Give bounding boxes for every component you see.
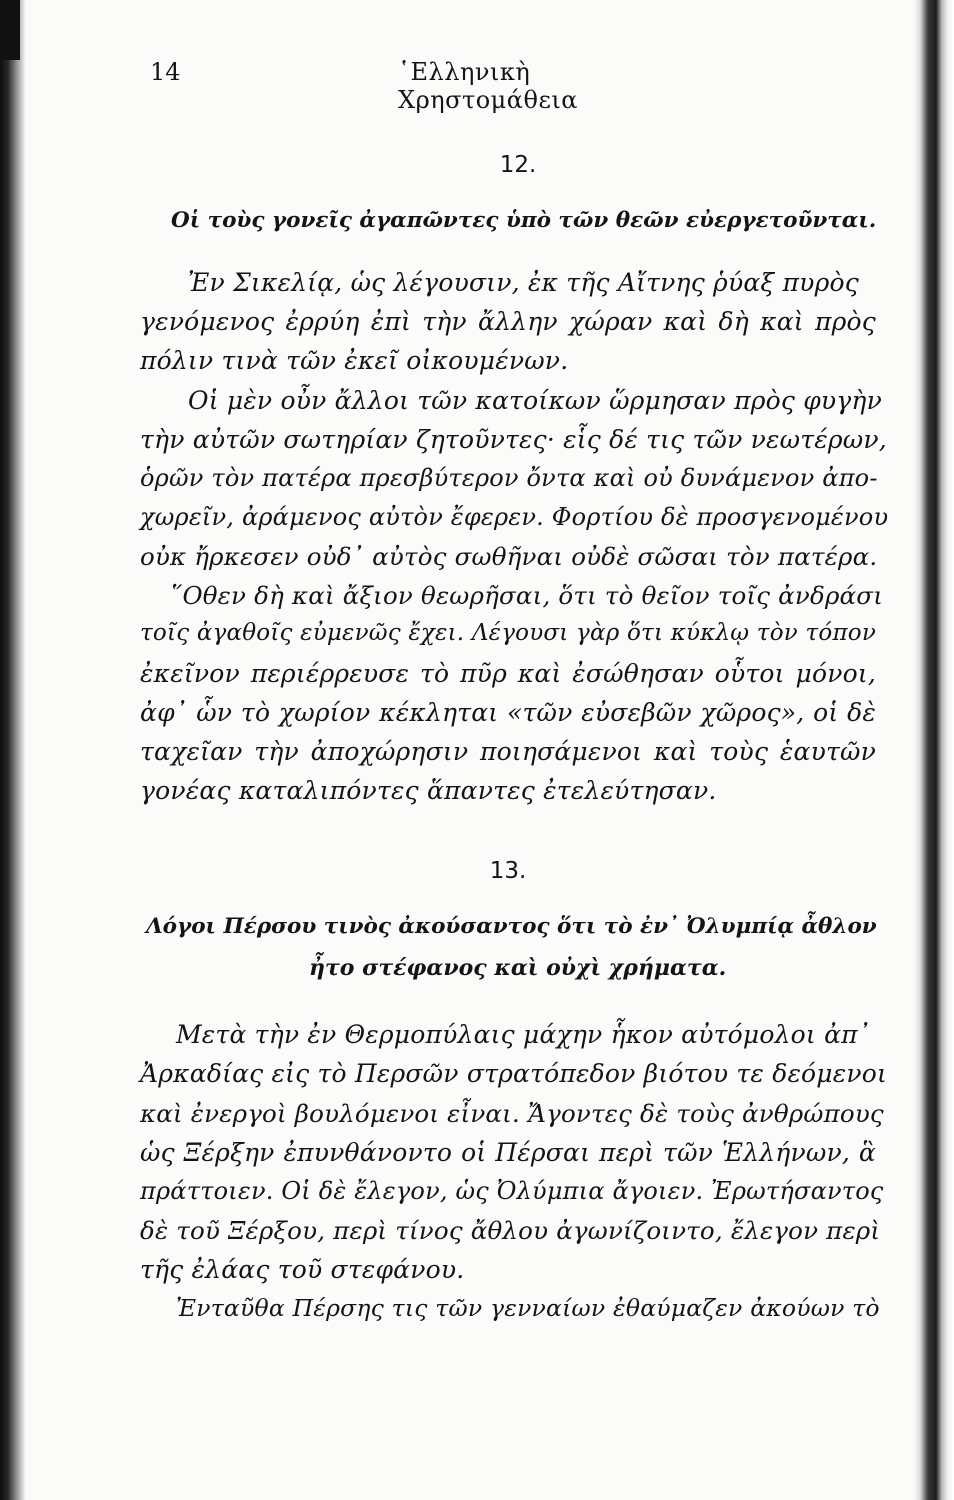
section-title: Οἱ τοὺς γονεῖς ἀγαπῶντες ὑπὸ τῶν θεῶν εὐεργετοῦνται.: [171, 208, 877, 233]
text-line: Ἀρκαδίας εἰς τὸ Περσῶν στρατόπεδον βιότου τε δεόμενοι: [140, 1059, 888, 1088]
running-title: ῾Ελληνικὴ Χρηστομάθεια: [398, 58, 578, 114]
text-line: πόλιν τινὰ τῶν ἐκεῖ οἰκουμένων.: [140, 346, 569, 375]
text-line: οὐκ ἤρκεσεν οὐδ᾽ αὐτὸς σωθῆναι οὐδὲ σῶσαι τὸν πατέρα.: [140, 542, 878, 571]
text-line: ὡς Ξέρξην ἐπυνθάνοντο οἱ Πέρσαι περὶ τῶν Ἑλλήνων, ἃ: [140, 1138, 876, 1167]
text-line: τῆς ἐλάας τοῦ στεφάνου.: [140, 1255, 465, 1284]
binding-shadow: [914, 0, 954, 1500]
text-line: Ἐν Σικελίᾳ, ὡς λέγουσιν, ἐκ τῆς Αἴτνης ῥύαξ πυρὸς: [188, 268, 859, 297]
text-line: χωρεῖν, ἀράμενος αὐτὸν ἔφερεν. Φορτίου δὲ προσγενομένου: [140, 503, 889, 531]
text-line: ῞Οθεν δὴ καὶ ἄξιον θεωρῆσαι, ὅτι τὸ θεῖον τοῖς ἀνδράσι: [170, 581, 884, 610]
section-number: 13.: [489, 858, 527, 884]
text-line: δὲ τοῦ Ξέρξου, περὶ τίνος ἄθλου ἀγωνίζοιντο, ἔλεγον περὶ: [140, 1216, 881, 1245]
text-line: γονέας καταλιπόντες ἅπαντες ἐτελεύτησαν.: [140, 776, 717, 805]
text-line: τὴν αὐτῶν σωτηρίαν ζητοῦντες· εἷς δέ τις τῶν νεωτέρων,: [140, 425, 887, 454]
scan-left-edge-shadow: [0, 0, 26, 1500]
text-line: Ἐνταῦθα Πέρσης τις τῶν γενναίων ἐθαύμαζεν ἀκούων τὸ: [176, 1294, 880, 1322]
text-line: ἀφ᾽ ὧν τὸ χωρίον κέκληται «τῶν εὐσεβῶν χῶρος», οἱ δὲ: [140, 698, 876, 727]
text-line: ἐκεῖνον περιέρρευσε τὸ πῦρ καὶ ἐσώθησαν οὗτοι μόνοι,: [140, 659, 876, 688]
text-line: Οἱ μὲν οὖν ἄλλοι τῶν κατοίκων ὥρμησαν πρὸς φυγὴν: [188, 386, 883, 415]
section-title-line-2: ἦτο στέφανος καὶ οὐχὶ χρήματα.: [309, 955, 727, 981]
section-number: 12.: [499, 152, 537, 178]
text-line: καὶ ἐνεργοὶ βουλόμενοι εἶναι. Ἄγοντες δὲ τοὺς ἀνθρώπους: [140, 1099, 884, 1128]
section-title-line-1: Λόγοι Πέρσου τινὸς ἀκούσαντος ὅτι τὸ ἐν᾽ Ὀλυμπίᾳ ἆθλον: [146, 914, 877, 939]
page-header: [150, 58, 710, 114]
page-number: 14: [150, 58, 181, 86]
text-line: γενόμενος ἐρρύη ἐπὶ τὴν ἄλλην χώραν καὶ δὴ καὶ πρὸς: [140, 307, 876, 336]
text-line: πράττοιεν. Οἱ δὲ ἔλεγον, ὡς Ὀλύμπια ἄγοιεν. Ἐρωτήσαντος: [140, 1177, 884, 1205]
text-line: τοῖς ἀγαθοῖς εὐμενῶς ἔχει. Λέγουσι γὰρ ὅτι κύκλῳ τὸν τόπον: [140, 620, 876, 646]
scan-corner-shadow: [0, 0, 20, 60]
text-line: ὁρῶν τὸν πατέρα πρεσβύτερον ὄντα καὶ οὐ δυνάμενον ἀπο-: [140, 464, 878, 492]
text-line: Μετὰ τὴν ἐν Θερμοπύλαις μάχην ἧκον αὐτόμολοι ἀπ᾽: [176, 1020, 871, 1049]
text-line: ταχεῖαν τὴν ἀποχώρησιν ποιησάμενοι καὶ τοὺς ἑαυτῶν: [140, 737, 876, 766]
